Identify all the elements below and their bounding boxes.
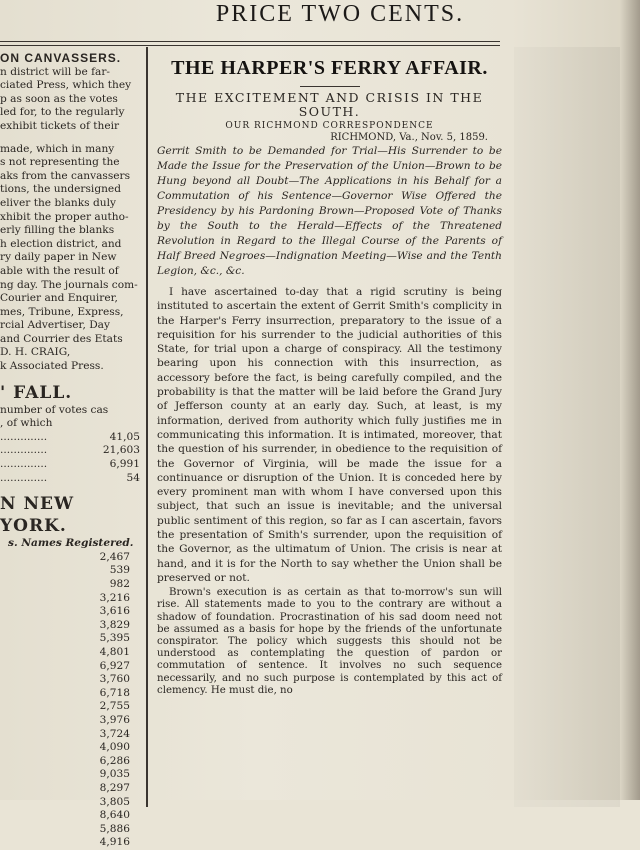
ny-registered-value: 4,916 — [99, 836, 130, 849]
ny-registered-value: 6,286 — [99, 754, 130, 767]
fall-heading: ' FALL. — [0, 382, 73, 403]
tally-value: 41,05 — [109, 430, 140, 443]
ny-subheading: s. Names Registered. — [8, 537, 134, 550]
canvassers-line: rcial Advertiser, Day — [0, 319, 110, 332]
ny-registration-table — [0, 537, 140, 850]
ny-registered-value: 8,640 — [99, 809, 130, 822]
canvassers-heading: ON CANVASSERS. — [0, 51, 122, 65]
canvassers-line: exhibit tickets of their — [0, 119, 120, 132]
article-paragraph-2: Brown's execution is as certain as that to-morrow's sun will rise. All statements made to you to the contrary are without a shadow of foundation. Procrastination of his sad doom need not be assumed as a basis for hope by the friends of the unfortunate conspirator. The policy which suggests this should not be understood as contemplating the question of pardon or commutation of sentence. It involves no such sequence necessarily, and no such purpose is contemplated by this act of clemency. He must die, no — [157, 587, 502, 696]
canvassers-line: D. H. CRAIG, — [0, 346, 71, 359]
column-rule — [146, 47, 148, 807]
tally-value: 54 — [126, 471, 140, 484]
canvassers-line: made, which in many — [0, 142, 115, 155]
ny-registered-value: 2,467 — [99, 550, 130, 563]
correspondent-line: OUR RICHMOND CORRESPONDENCE — [225, 121, 434, 131]
ny-registered-value: 9,035 — [99, 768, 130, 781]
canvassers-line: ciated Press, which they — [0, 79, 132, 92]
fall-text — [0, 404, 140, 431]
article-summary: Gerrit Smith to be Demanded for Trial—His Surrender to be Made the Issue for the Preservation of the Union—Brown to be Hung beyond all Doubt—The Applications in his Behalf for a Commutation of his Sentence—Governor Wise Offered the Presidency by his Pardoning Brown—Proposed Vote of Thanks by the South to the Herald—Effects of the Threatened Revolution in Regard to the Illegal Course of the Parents of Half Breed Negroes—Indignation Meeting—Wise and the Tenth Legion, &c., &c. — [157, 145, 502, 277]
tally-row — [0, 458, 140, 472]
article-subhead-line-1: THE EXCITEMENT AND CRISIS IN THE — [175, 90, 484, 105]
canvassers-line: n district will be far- — [0, 65, 110, 78]
ny-registered-value: 5,886 — [99, 822, 130, 835]
ny-heading: N NEW YORK. — [0, 494, 75, 537]
canvassers-line: aks from the canvassers — [0, 169, 131, 182]
article-paragraph-1: I have ascertained to-day that a rigid scrutiny is being instituted to ascertain the extent of Gerrit Smith's complicity in the Harper's Ferry insurrection, preparatory to the issue of a requisition for his surrender to the judicial authorities of this State, for trial upon a charge of conspiracy. All the testimony bearing upon his connection with this insurrection, as accessory before the fact, is being carefully compiled, and the probability is that the matter will be laid before the Grand Jury of Jefferson county at an early day. Such, at least, is my information, derived from authority which fully justifies me in communicating this information. It is intimated, moreover, that the question of his surrender, in obedience to the requisition of the Governor of Virginia, will be made the issue for a continuance or disruption of the Union. It is conceded here by every prominent man with whom I have conversed upon this subject, that such an issue is inevitable; and the universal public sentiment of this region, so far as I can ascertain, favors the presentation of Smith's surrender, upon the requisition of the Governor, as the ultimatum of Union. The crisis is near at hand, and it is for the North to say whether the Union shall be preserved or not. — [157, 286, 502, 584]
canvassers-line: able with the result of — [0, 264, 119, 277]
page-margin — [514, 47, 620, 807]
article-headline: THE HARPER'S FERRY AFFAIR. — [171, 57, 488, 79]
ny-registered-value: 982 — [109, 578, 130, 590]
ny-registered-value: 5,395 — [99, 632, 130, 645]
tally-row — [0, 444, 140, 458]
leader-dots: .............. — [0, 430, 48, 443]
page-edge-shadow — [620, 0, 640, 800]
article-body — [157, 285, 502, 585]
canvassers-line: erly filling the blanks — [0, 224, 115, 237]
article-column — [157, 50, 502, 805]
ny-registered-value: 2,755 — [99, 700, 130, 713]
fall-tally — [0, 431, 140, 485]
tally-row — [0, 472, 140, 486]
ny-registered-value: 4,801 — [99, 645, 130, 658]
fall-line: , of which — [0, 417, 53, 430]
canvassers-line: mes, Tribune, Express, — [0, 305, 124, 318]
canvassers-line: ng day. The journals com- — [0, 278, 138, 291]
ny-registered-value: 3,805 — [99, 795, 130, 808]
canvassers-line: s not representing the — [0, 156, 120, 169]
article-body-small — [157, 587, 502, 697]
canvassers-line: xhibit the proper autho- — [0, 210, 129, 223]
ny-registered-value: 3,976 — [99, 713, 130, 726]
fall-line: number of votes cas — [0, 403, 109, 416]
ny-registered-value: 3,760 — [99, 673, 130, 686]
ny-registered-value: 539 — [109, 564, 130, 577]
masthead-price: PRICE TWO CENTS. — [215, 1, 465, 27]
leader-dots: .............. — [0, 471, 48, 484]
ny-registered-value: 6,927 — [99, 659, 130, 672]
canvassers-line: ry daily paper in New — [0, 251, 117, 264]
ny-registered-value: 3,216 — [99, 591, 130, 604]
canvassers-line: Courier and Enquirer, — [0, 292, 118, 305]
ny-registered-value: 3,616 — [99, 605, 130, 618]
canvassers-line: eliver the blanks duly — [0, 196, 116, 209]
ny-registered-value: 8,297 — [99, 781, 130, 794]
canvassers-notice — [0, 66, 140, 374]
canvassers-line: p as soon as the votes — [0, 92, 118, 105]
tally-value: 21,603 — [102, 444, 140, 457]
tally-row — [0, 431, 140, 445]
leader-dots: .............. — [0, 458, 48, 471]
article-subhead-line-2: SOUTH. — [298, 104, 361, 119]
ny-registered-value: 3,829 — [99, 618, 130, 631]
canvassers-line: h election district, and — [0, 237, 122, 250]
canvassers-line: k Associated Press. — [0, 360, 104, 373]
ny-registered-value: 6,718 — [99, 686, 130, 699]
canvassers-line: led for, to the regularly — [0, 106, 125, 119]
ny-registered-value: 3,724 — [99, 727, 130, 740]
ny-registered-value: 4,090 — [99, 741, 130, 754]
canvassers-line: tions, the undersigned — [0, 183, 121, 196]
headline-rule — [300, 86, 360, 87]
dateline: RICHMOND, Va., Nov. 5, 1859. — [330, 132, 488, 143]
tally-value: 6,991 — [109, 458, 140, 471]
canvassers-line — [0, 134, 140, 143]
leader-dots: .............. — [0, 444, 48, 457]
masthead-rule — [0, 41, 500, 46]
canvassers-line: and Courrier des Etats — [0, 332, 123, 345]
left-column — [0, 51, 140, 849]
